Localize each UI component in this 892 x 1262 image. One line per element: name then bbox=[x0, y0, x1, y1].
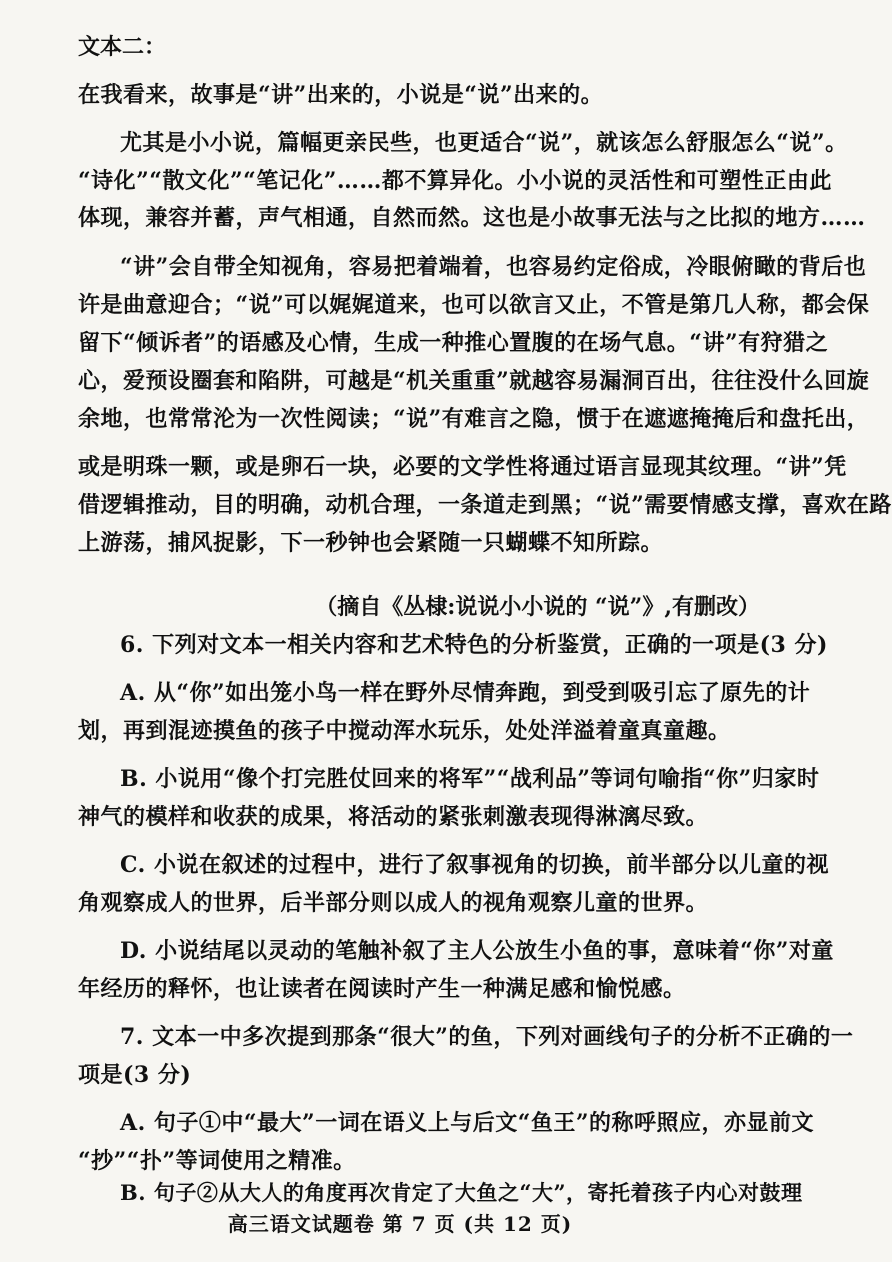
question-7-option-b: B. 句子②从大人的角度再次肯定了大鱼之“大”，寄托着孩子内心对鼓理 bbox=[120, 1180, 803, 1205]
question-6-option-c: C. 小说在叙述的过程中，进行了叙事视角的切换，前半部分以儿童的视 bbox=[120, 852, 829, 878]
question-7-stem-cont: 项是(3 分) bbox=[78, 1062, 192, 1088]
text-line: 借逻辑推动，目的明确，动机合理，一条道走到黑；“说”需要情感支撑，喜欢在路 bbox=[78, 492, 892, 518]
text-line: 体现，兼容并蓄，声气相通，自然而然。这也是小故事无法与之比拟的地方…… bbox=[78, 205, 866, 231]
text-line: 余地，也常常沦为一次性阅读；“说”有难言之隐，惯于在遮遮掩掩后和盘托出， bbox=[78, 406, 870, 432]
question-6-option-a: A. 从“你”如出笼小鸟一样在野外尽情奔跑，到受到吸引忘了原先的计 bbox=[120, 680, 811, 706]
question-6-option-d-cont: 年经历的释怀，也让读者在阅读时产生一种满足感和愉悦感。 bbox=[78, 976, 686, 1002]
question-7-stem: 7. 文本一中多次提到那条“很大”的鱼，下列对画线句子的分析不正确的一 bbox=[120, 1024, 854, 1050]
text-line: 或是明珠一颗，或是卵石一块，必要的文学性将通过语言显现其纹理。“讲”凭 bbox=[78, 454, 847, 480]
section-heading: 文本二： bbox=[78, 34, 167, 60]
text-line: 尤其是小小说，篇幅更亲民些，也更适合“说”，就该怎么舒服怎么“说”。 bbox=[120, 130, 848, 156]
question-7-option-a: A. 句子①中“最大”一词在语义上与后文“鱼王”的称呼照应，亦显前文 bbox=[120, 1110, 815, 1136]
question-6-option-c-cont: 角观察成人的世界，后半部分则以成人的视角观察儿童的世界。 bbox=[78, 890, 709, 916]
text-line: 在我看来，故事是“讲”出来的，小说是“说”出来的。 bbox=[78, 82, 604, 108]
text-line: “诗化”“散文化”“笔记化”……都不算异化。小小说的灵活性和可塑性正由此 bbox=[78, 168, 832, 194]
text-line: 许是曲意迎合；“说”可以娓娓道来，也可以欲言又止，不管是第几人称，都会保 bbox=[78, 292, 870, 318]
question-6-stem: 6. 下列对文本一相关内容和艺术特色的分析鉴赏，正确的一项是(3 分) bbox=[120, 632, 828, 658]
text-line: 留下“倾诉者”的语感及心情，生成一种推心置腹的在场气息。“讲”有狩猎之 bbox=[78, 330, 829, 356]
source-citation: （摘自《丛棣:说说小小说的 “说”》,有删改） bbox=[315, 594, 760, 620]
text-line: 心，爱预设圈套和陷阱，可越是“机关重重”就越容易漏洞百出，往往没什么回旋 bbox=[78, 368, 870, 394]
text-line: “讲”会自带全知视角，容易把着端着，也容易约定俗成，冷眼俯瞰的背后也 bbox=[120, 254, 867, 280]
question-7-option-a-cont: “抄”“扑”等词使用之精准。 bbox=[78, 1148, 356, 1174]
text-line: 上游荡，捕风捉影，下一秒钟也会紧随一只蝴蝶不知所踪。 bbox=[78, 530, 664, 556]
question-6-option-b: B. 小说用“像个打完胜仗回来的将军”“战利品”等词句喻指“你”归家时 bbox=[120, 766, 820, 792]
question-6-option-d: D. 小说结尾以灵动的笔触补叙了主人公放生小鱼的事，意味着“你”对童 bbox=[120, 938, 834, 964]
question-6-option-a-cont: 划，再到混迹摸鱼的孩子中搅动浑水玩乐，处处洋溢着童真童趣。 bbox=[78, 718, 731, 744]
question-6-option-b-cont: 神气的模样和收获的成果，将活动的紧张刺激表现得淋漓尽致。 bbox=[78, 804, 709, 830]
page-footer: 高三语文试题卷 第 7 页 (共 12 页) bbox=[227, 1212, 573, 1236]
